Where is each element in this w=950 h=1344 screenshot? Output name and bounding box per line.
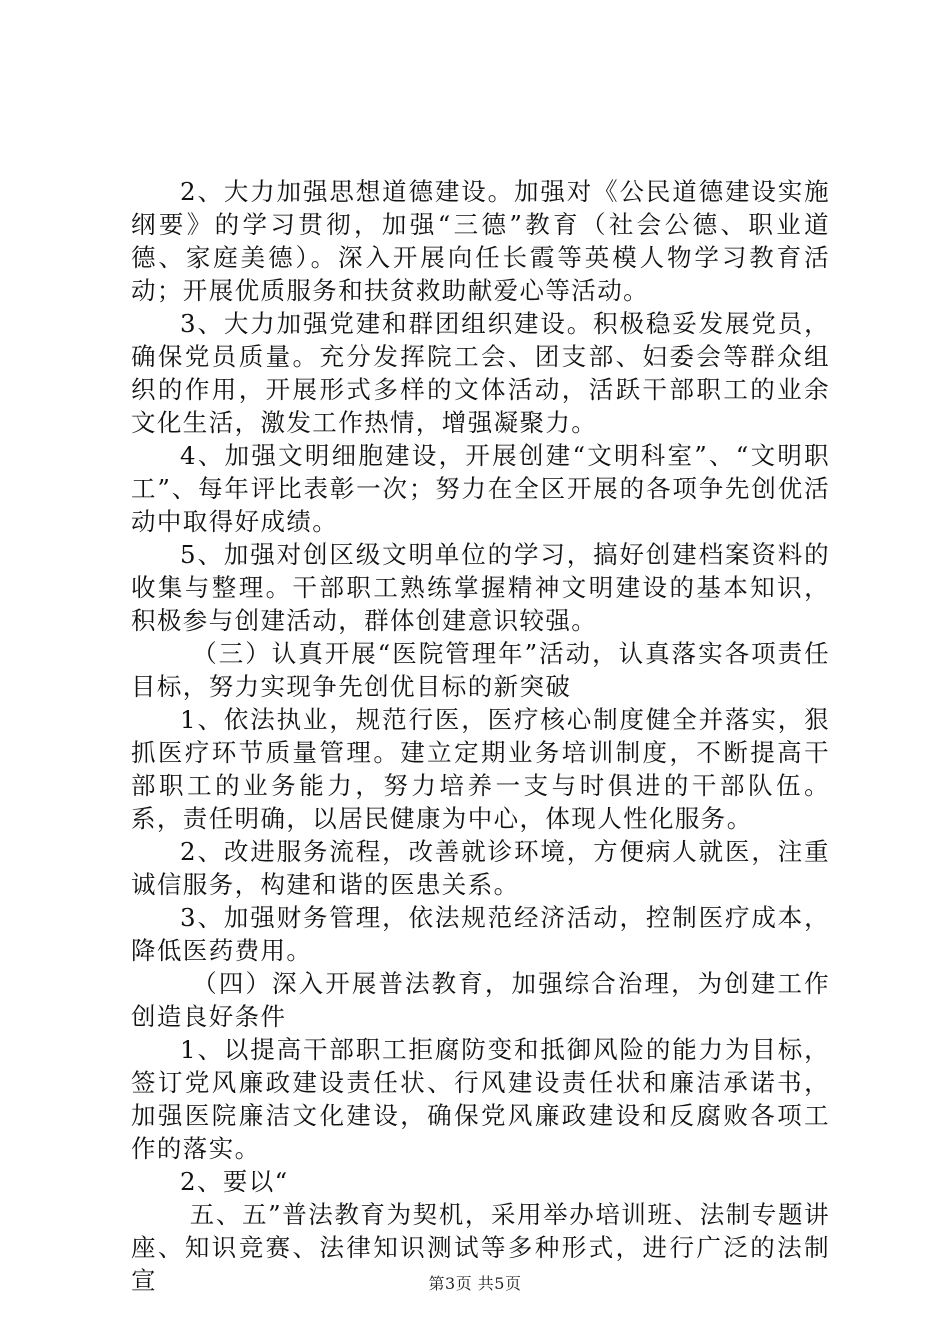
paragraph-legal-campaign-start: 2、要以“ [180, 1167, 289, 1196]
paragraph-lawful-practice: 1、依法执业，规范行医，医疗核心制度健全并落实，狠抓医疗环节质量管理。建立定期业务培训制度，不断提高干部职工的业务能力，努力培养一支与时俱进的干部队伍。系，责任明确，以居民健康为中心，体现人性化服务。 [131, 705, 830, 833]
paragraph-moral-construction: 2、大力加强思想道德建设。加强对《公民道德建设实施纲要》的学习贯彻，加强“三德”教育（社会公德、职业道德、家庭美德）。深入开展向任长霞等英模人物学习教育活动；开展优质服务和扶贫救助献爱心等活动。 [131, 177, 830, 305]
paragraph-legal-campaign-body: 五、五”普法教育为契机，采用举办培训班、法制专题讲座、知识竞赛、法律知识测试等多种形式，进行广泛的法制宣 [131, 1200, 830, 1295]
document-body [131, 175, 830, 1297]
page-number-footer: 第3页 共5页 [428, 1274, 522, 1293]
paragraph-civilized-unit: 5、加强对创区级文明单位的学习，搞好创建档案资料的收集与整理。干部职工熟练掌握精神文明建设的基本知识，积极参与创建活动，群体创建意识较强。 [131, 540, 830, 635]
paragraph-party-construction: 3、大力加强党建和群团组织建设。积极稳妥发展党员，确保党员质量。充分发挥院工会、团支部、妇委会等群众组织的作用，开展形式多样的文体活动，活跃干部职工的业余文化生活，激发工作热情，增强凝聚力。 [131, 309, 830, 437]
section-heading-legal-education: （四）深入开展普法教育，加强综合治理，为创建工作创造良好条件 [131, 969, 830, 1031]
paragraph-civilized-cell: 4、加强文明细胞建设，开展创建“文明科室”、“文明职工”、每年评比表彰一次；努力在全区开展的各项争先创优活动中取得好成绩。 [131, 441, 830, 536]
paragraph-service-process: 2、改进服务流程，改善就诊环境，方便病人就医，注重诚信服务，构建和谐的医患关系。 [131, 837, 830, 899]
section-heading-hospital-management: （三）认真开展“医院管理年”活动，认真落实各项责任目标，努力实现争先创优目标的新突破 [131, 639, 830, 701]
paragraph-finance-management: 3、加强财务管理，依法规范经济活动，控制医疗成本，降低医药费用。 [131, 903, 830, 965]
paragraph-anti-corruption: 1、以提高干部职工拒腐防变和抵御风险的能力为目标，签订党风廉政建设责任状、行风建设责任状和廉洁承诺书，加强医院廉洁文化建设，确保党风廉政建设和反腐败各项工作的落实。 [131, 1035, 830, 1163]
